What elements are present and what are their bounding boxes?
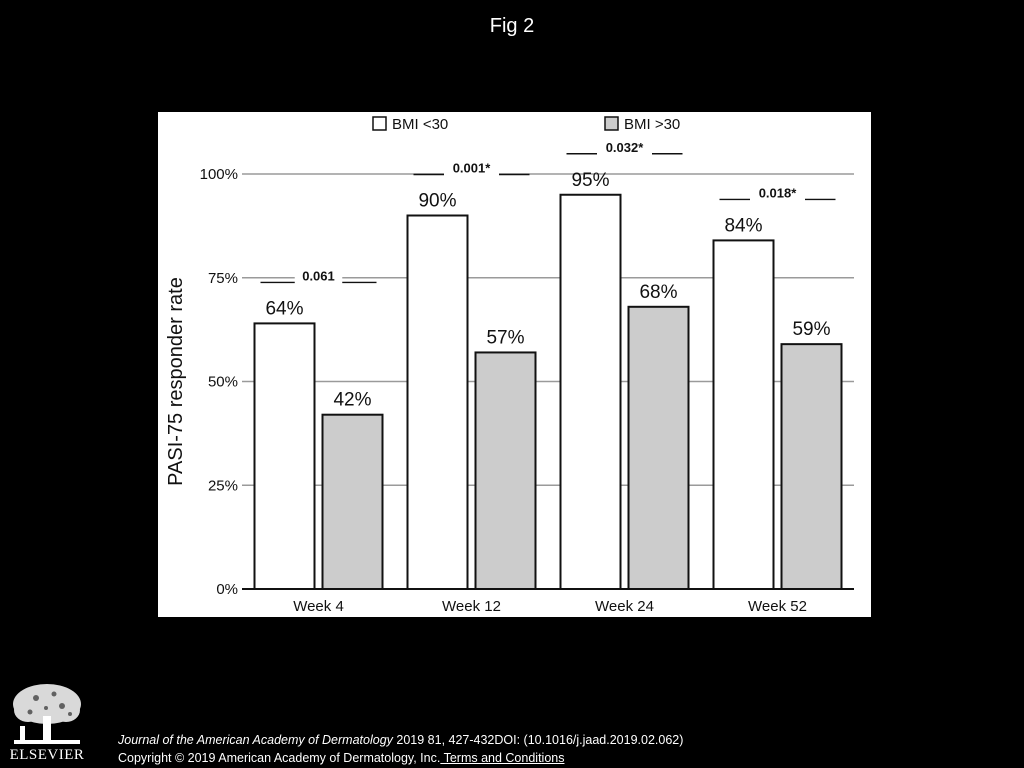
y-tick-label: 100% [199, 166, 238, 183]
y-axis-title: PASI-75 responder rate [165, 277, 187, 486]
bar-value-label: 90% [418, 190, 457, 212]
bar-value-label: 84% [724, 215, 763, 237]
x-tick-label: Week 12 [442, 598, 501, 615]
x-tick-label: Week 52 [748, 598, 807, 615]
bar [408, 216, 468, 590]
journal-name: Journal of the American Academy of Dermatology [118, 733, 393, 747]
citation-line-2 [118, 749, 978, 767]
pvalue-label: 0.032* [605, 139, 644, 155]
y-tick-label: 50% [207, 373, 238, 391]
legend-swatch [373, 117, 386, 130]
legend-label: BMI <30 [392, 116, 449, 133]
bar [629, 307, 689, 589]
bar [323, 415, 383, 589]
legend-label: BMI >30 [624, 116, 681, 133]
bar-value-label: 95% [571, 169, 610, 191]
pvalue-label: 0.001* [452, 160, 491, 176]
bar [476, 352, 536, 589]
journal-reference: 2019 81, 427-432DOI: (10.1016/j.jaad.2019.02.062) [392, 733, 684, 747]
x-tick-label: Week 24 [595, 598, 654, 615]
citation [118, 731, 978, 767]
pvalue-label: 0.018* [758, 185, 797, 201]
y-tick-label: 0% [216, 581, 238, 598]
bar [782, 344, 842, 589]
publisher-wordmark: ELSEVIER [9, 747, 85, 763]
y-tick-label: 75% [207, 269, 238, 287]
bar-chart [158, 112, 871, 617]
bar-value-label: 68% [639, 281, 678, 303]
bar [255, 323, 315, 589]
y-tick-label: 25% [207, 477, 238, 495]
bar-value-label: 59% [792, 319, 831, 341]
bar-value-label: 57% [486, 327, 525, 349]
bar [714, 240, 774, 589]
x-tick-label: Week 4 [293, 598, 344, 615]
legend-swatch [605, 117, 618, 130]
bar-value-label: 64% [265, 298, 304, 320]
copyright-text: Copyright © 2019 American Academy of Dermatology, Inc. [118, 751, 441, 765]
bar-value-label: 42% [333, 389, 372, 411]
bar [561, 195, 621, 589]
citation-line-1 [118, 731, 978, 749]
terms-link[interactable]: Terms and Conditions [440, 751, 565, 765]
slide-title: Fig 2 [489, 15, 535, 37]
chart-figure [158, 112, 871, 617]
pvalue-label: 0.061 [302, 268, 335, 284]
